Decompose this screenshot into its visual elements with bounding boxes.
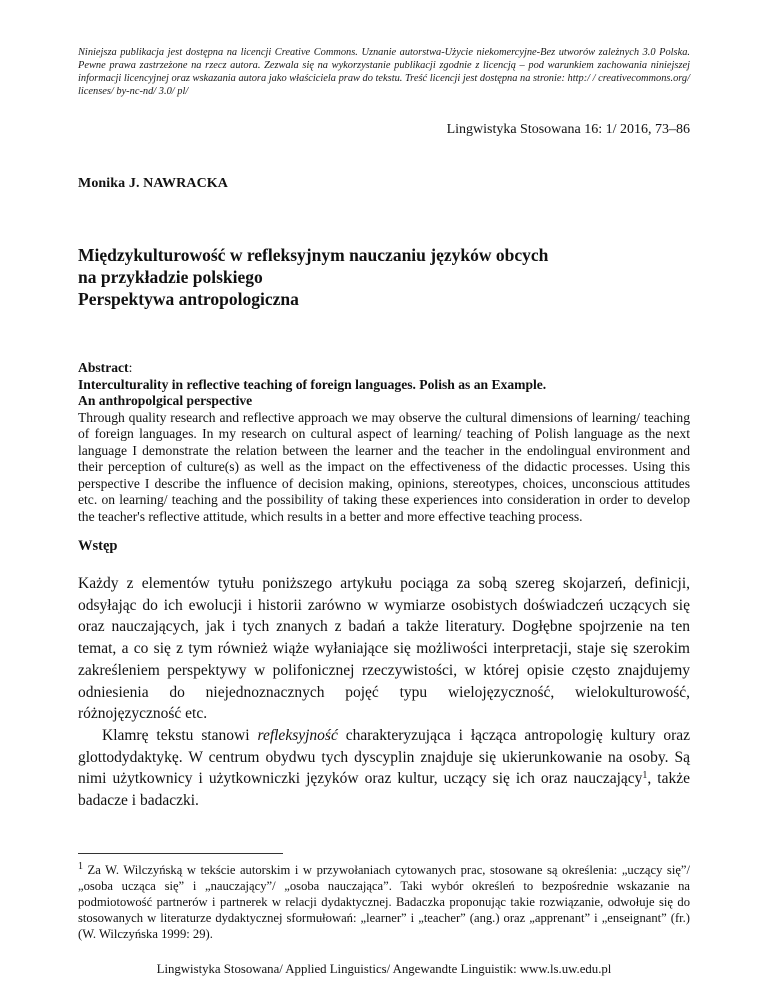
body-text: [78, 573, 690, 812]
article-title: [78, 244, 548, 310]
abstract-title-line-2: An anthropolgical perspective: [78, 393, 253, 408]
abstract-colon: :: [128, 360, 133, 375]
paragraph-2-end: , także badacze i badaczki.: [78, 770, 690, 810]
paragraph-2: [78, 725, 690, 812]
abstract-text: Through quality research and reflective approach we may observe the cultural dimensions of learning/ teaching of foreign languages. In my research on cultural aspect of learning/ teaching of Polish language as the next language I demonstrate the relation between the learner and the teacher in the endolingual environment and their perception of culture(s) as well as the impact on the effectiveness of the didactic processes. Using this perspective I describe the influence of decision making, opinions, stereotypes, choices, unconscious attitudes etc. on learning/ teaching and the possibility of taking these experiences into consideration in order to develop the teacher's reflective attitude, which results in a better and more effective teaching process.: [78, 409, 690, 524]
paragraph-1: Każdy z elementów tytułu poniższego artykułu pociąga za sobą szereg skojarzeń, definicji, odsyłając do ich ewolucji i historii zarówno w wymiarze osobistych doświadczeń uczących się oraz nauczających, jak i tych znanych z badań a także literatury. Dogłębne spojrzenie na ten temat, a co się z tym również wiąże wyłaniające się możliwości interpretacji, staje się szerokim zakreśleniem perspektywy w polifonicznej rzeczywistości, w której opisie często znajdujemy odniesienia do niejednoznacznych pojęć typu wielojęzyczność, wielokulturowość, różnojęzyczność etc.: [78, 575, 690, 723]
abstract-label: Abstract: [78, 360, 129, 375]
footnote-divider: [78, 853, 283, 854]
abstract-label-line: [78, 360, 690, 377]
page-footer: Lingwistyka Stosowana/ Applied Linguistics/ Angewandte Linguistik: www.ls.uw.edu.pl: [156, 962, 612, 976]
footnote-number: 1: [78, 861, 83, 872]
author-name: Monika J. NAWRACKA: [78, 176, 228, 191]
abstract-block: [78, 360, 690, 525]
paragraph-2-emphasis: refleksyjność: [257, 726, 338, 744]
title-line-2: na przykładzie polskiego: [78, 267, 263, 287]
footnote-text: Za W. Wilczyńską w tekście autorskim i w przywołaniach cytowanych prac, stosowane są określenia: „uczący się”/ „osoba ucząca się” i „nauczający”/ „osoba nauczająca”. Taki wybór określeń to bezpośrednie wskazanie na podmiotowość partnerów i partnerek w relacji dydaktycznej. Badaczka proponując takie rozwiązanie, odwołuje się do stosowanych w literaturze dydaktycznej sformułowań: „learner” i „teacher” (ang.) oraz „apprenant” i „enseignant” (fr.) (W. Wilczyńska 1999: 29).: [78, 863, 690, 941]
license-notice: Niniejsza publikacja jest dostępna na licencji Creative Commons. Uznanie autorstwa-Użycie niekomercyjne-Bez utworów zależnych 3.0 Polska. Pewne prawa zastrzeżone na rzecz autora. Zezwala się na wykorzystanie publikacji zgodnie z licencją – pod warunkiem zachowania niniejszej informacji licencyjnej oraz wskazania autora jako właściciela praw do tekstu. Treść licencji jest dostępna na stronie: http:/ / creativecommons.org/ licenses/ by-nc-nd/ 3.0/ pl/: [78, 47, 691, 97]
journal-citation: Lingwistyka Stosowana 16: 1/ 2016, 73–86: [446, 122, 690, 137]
abstract-title-line-1: Interculturality in reflective teaching of foreign languages. Polish as an Example.: [78, 376, 547, 392]
footnote-reference[interactable]: 1: [642, 770, 648, 782]
paragraph-2-middle: charakteryzująca i łącząca antropologię kultury oraz glottodydaktykę. W centrum obydwu tych dyscyplin znajduje się ukierunkowanie na osoby. Są nimi użytkownicy i użytkowniczki języków oraz kultur, uczący się ich oraz nauczający: [78, 726, 690, 788]
title-line-3: Perspektywa antropologiczna: [78, 289, 299, 309]
footnote: [78, 862, 690, 942]
paragraph-2-start: Klamrę tekstu stanowi: [102, 726, 258, 744]
section-heading: Wstęp: [78, 538, 118, 554]
title-line-1: Międzykulturowość w refleksyjnym nauczaniu języków obcych: [78, 245, 549, 265]
